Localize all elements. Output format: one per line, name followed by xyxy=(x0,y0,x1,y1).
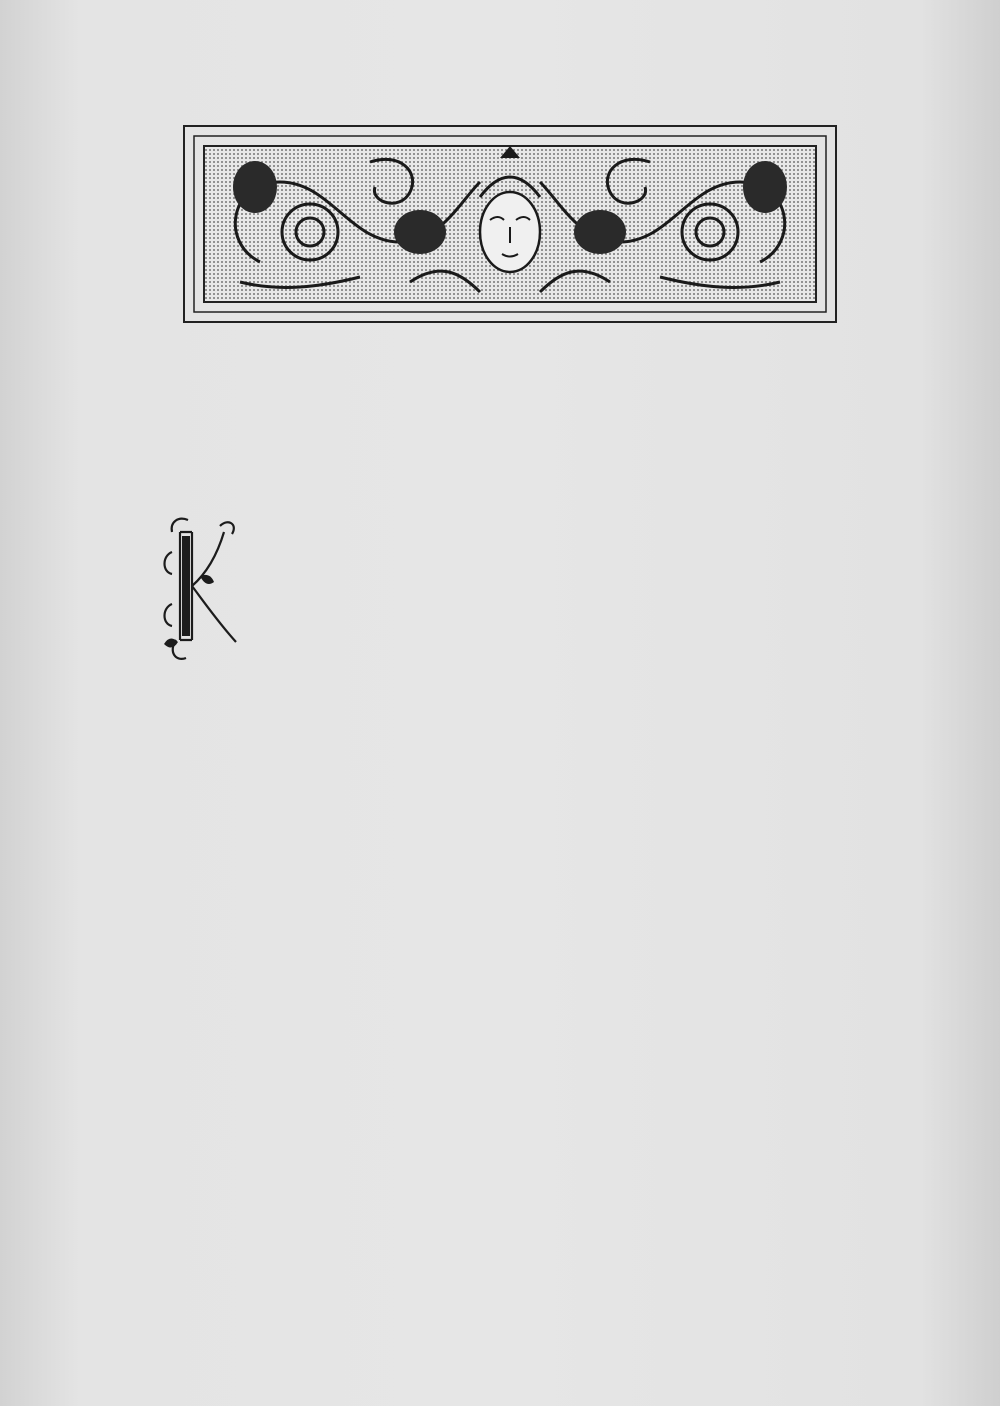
decorative-header-ornament xyxy=(160,92,860,354)
drop-cap-initial xyxy=(158,512,240,666)
